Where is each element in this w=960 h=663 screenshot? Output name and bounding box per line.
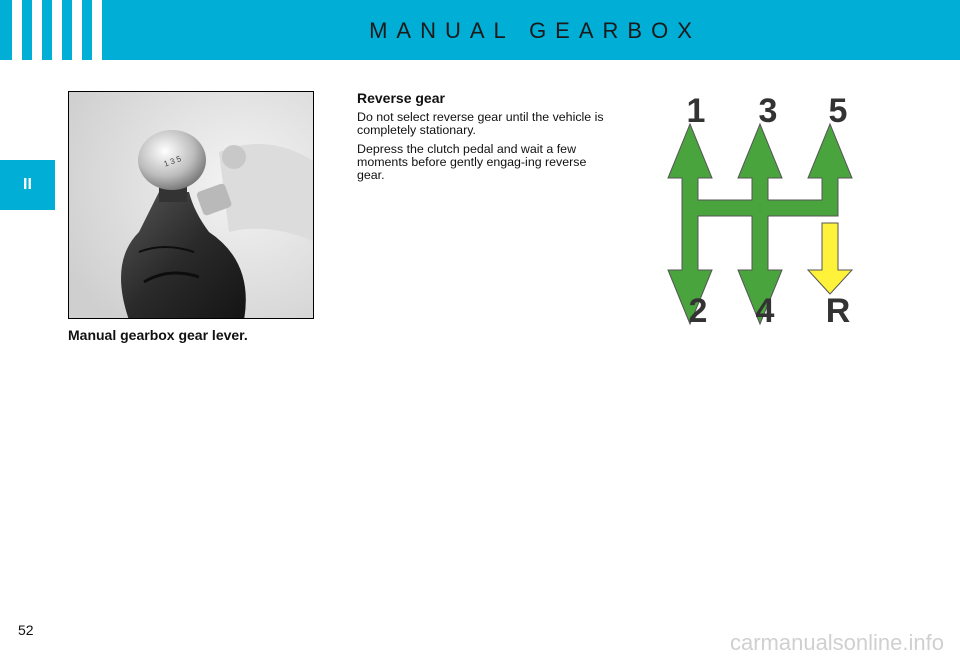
gear-label-4: 4 <box>755 292 775 330</box>
page-number: 52 <box>18 622 34 638</box>
gear-label-1: 1 <box>686 92 706 130</box>
header-stripe <box>12 0 22 60</box>
gear-lever-illustration <box>69 92 314 319</box>
page-title: MANUAL GEARBOX <box>369 18 701 43</box>
header-stripe <box>92 0 102 60</box>
watermark: carmanualsonline.info <box>729 630 944 655</box>
reverse-gear-section <box>357 90 607 188</box>
photo-caption: Manual gearbox gear lever. <box>68 327 248 343</box>
header-stripe <box>72 0 82 60</box>
gear-label-5: 5 <box>828 92 848 130</box>
header-bar <box>0 0 960 60</box>
header-stripe <box>52 0 62 60</box>
section-tab: II <box>0 160 55 210</box>
section-heading: Reverse gear <box>357 90 445 106</box>
reverse-arrow <box>808 223 852 294</box>
svg-text:1 3 5: 1 3 5 <box>162 154 183 169</box>
paragraph: Do not select reverse gear until the vehicle is completely stationary. <box>357 110 604 137</box>
gear-label-r: R <box>825 292 851 330</box>
paragraph: Depress the clutch pedal and wait a few moments before gently engag-ing reverse gear. <box>357 142 587 182</box>
gear-lever-photo <box>68 91 314 319</box>
gear-shift-diagram <box>660 88 880 333</box>
gear-label-3: 3 <box>758 92 778 130</box>
gear-label-2: 2 <box>688 292 708 330</box>
header-stripe <box>32 0 42 60</box>
